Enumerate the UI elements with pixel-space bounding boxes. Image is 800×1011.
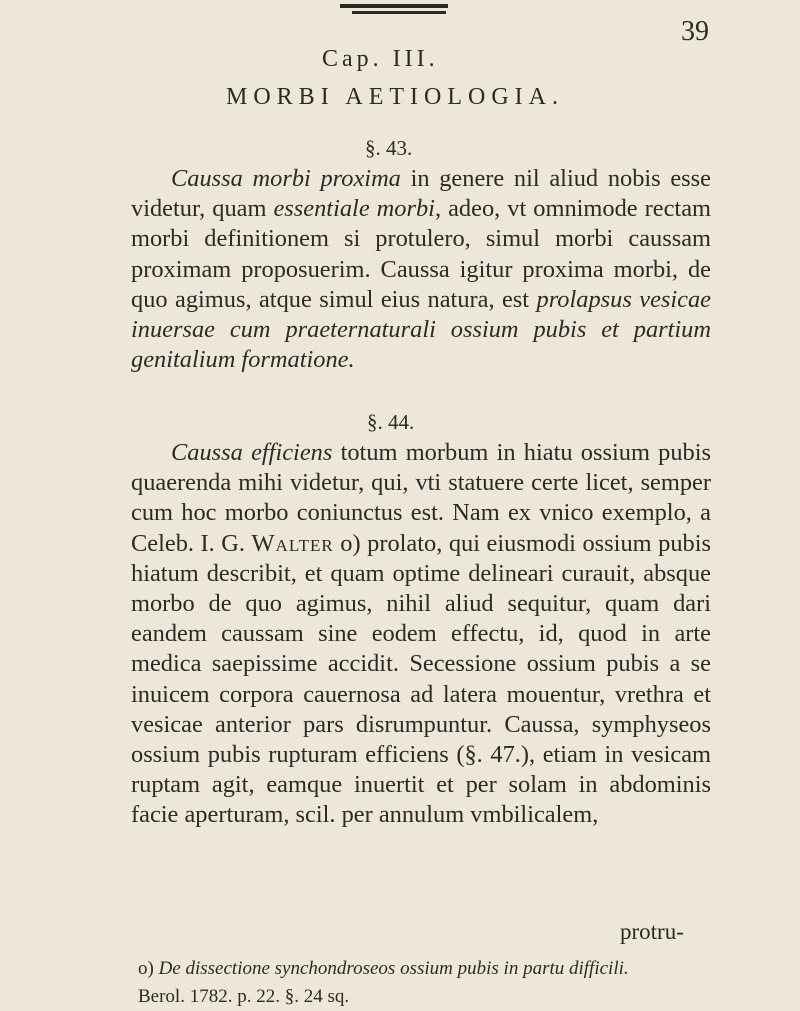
top-rule-secondary xyxy=(352,11,446,14)
footnote xyxy=(138,955,718,1011)
section-number-43: §. 43. xyxy=(365,136,413,160)
paragraph-44 xyxy=(131,438,711,831)
body-text: o) prolato, qui eiusmodi ossium pubis hiatum describit, et quam optime delineari curauit, absque morbo de quo agimus, nihil aliud sequitur, quam dari eandem caussam sine eodem effectu, id, quod in arte medica saepissime accidit. Secessione ossium pubis a se inuicem corpora cauernosa ad latera mouentur, vrethra et vesicae anterior pars disrumpuntur. Caussa, symphyseos ossium pubis rupturam efficiens (§. 47.), etiam in vesicam ruptam agit, eamque inuertit et per solam in abdominis facie aperturam, scil. per annulum vmbilicalem, xyxy=(131,529,711,829)
lead-phrase: Caussa morbi proxima xyxy=(171,165,401,192)
footnote-marker: o) xyxy=(138,958,154,979)
chapter-title: MORBI AETIOLOGIA. xyxy=(226,84,564,110)
footnote-citation: Berol. 1782. p. 22. §. 24 sq. xyxy=(138,986,350,1007)
emphasis-text: prolapsus vesicae inuersae cum praeternaturali ossium pubis et partium genitalium formatione. xyxy=(131,285,712,374)
footnote-title: De dissectione synchondroseos ossium pubis in partu difficili. xyxy=(158,958,629,979)
emphasis-text: essentiale morbi xyxy=(273,195,435,223)
catchword: protru- xyxy=(620,919,684,944)
body-text: , adeo, vt omnimode rectam morbi definitionem si protulero, simul morbi caussam proximam proposuerim. Caussa igitur proxima morbi, de quo agimus, atque simul eius natura, est xyxy=(131,195,711,313)
section-number-44: §. 44. xyxy=(367,410,415,434)
chapter-heading: Cap. III. xyxy=(322,46,439,72)
paragraph-43 xyxy=(131,164,711,375)
page-number: 39 xyxy=(681,16,709,47)
body-text: totum morbum in hiatu ossium pubis quaerenda mihi videtur, qui, vti statuere certe licet, semper cum hoc morbo coniunctus est. Nam ex vnico exemplo, a Celeb. I. G. xyxy=(131,439,711,557)
body-text: in genere nil aliud nobis esse videtur, quam xyxy=(131,165,711,223)
top-rule xyxy=(340,4,448,8)
lead-phrase: Caussa efficiens xyxy=(171,439,333,466)
author-name: Walter xyxy=(251,529,334,557)
